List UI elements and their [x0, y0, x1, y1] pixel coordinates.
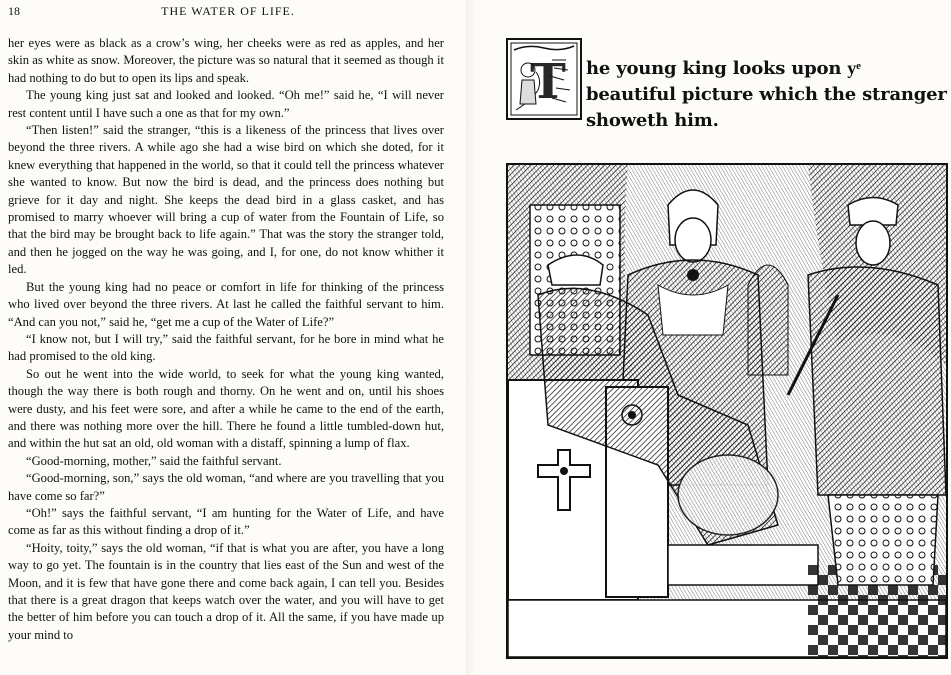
paragraph: her eyes were as black as a crow’s wing, her cheeks were as red as apples, and her skin as white as snow. Moreover, the picture was so natural that it seemed as though it had nothing to do but to open its lips and speak.	[8, 36, 444, 85]
paragraph: The young king just sat and looked and looked. “Oh me!” said he, “I will never rest content until I have such a one as that for my own.”	[8, 88, 444, 120]
running-head	[8, 4, 448, 22]
paragraph: “Oh!” says the faithful servant, “I am hunting for the Water of Life, and have come as far as this without finding a drop of it.”	[8, 505, 444, 538]
caption-text: he young king looks upon yͤ beautiful picture which the stranger showeth him.	[586, 58, 947, 131]
left-page	[0, 0, 466, 675]
page-gutter	[466, 0, 476, 675]
paragraph: But the young king had no peace or comfort in life for thinking of the princess who lived over beyond the three rivers. At last he called the faithful servant to him. “And can you not,” said he, “get me a cup of the Water of Life?”	[8, 279, 444, 329]
decorated-initial	[506, 38, 582, 120]
page-number: 18	[8, 4, 20, 18]
paragraph: So out he went into the wide world, to seek for what the young king wanted, though the way there is both rough and thorny. On he went and on, until his shoes were dusty, and his feet were sore, and after a while he came to the end of the earth, and there was nothing more over the hill. There he found a little tumbled-down hut, and within the hut sat an old, old woman with a distaff, spinning a lump of flax.	[8, 366, 444, 451]
paragraph: “I know not, but I will try,” said the faithful servant, for he bore in mind what he had promised to the old king.	[8, 331, 444, 364]
illustration-caption	[506, 38, 947, 131]
paragraph: “Hoity, toity,” says the old woman, “if that is what you are after, you have a long way to go yet. The fountain is in the country that lies east of the Sun and west of the Moon, and it is few that have gone there and come back again, I can tell you. Besides that there is a great dragon that keeps watch over the water, and you will have to get the better of him before you can touch a drop of it. All the same, if you have made up your mind to	[8, 540, 444, 642]
body-text	[8, 35, 444, 644]
paragraph: “Good-morning, son,” says the old woman, “and where are you travelling that you have come so far?”	[8, 471, 444, 503]
engraving-illustration	[506, 163, 948, 659]
running-head-title: THE WATER OF LIFE.	[161, 4, 295, 18]
right-page	[476, 0, 951, 675]
paragraph: “Then listen!” said the stranger, “this is a likeness of the princess that lives over beyond the three rivers. A while ago she had a wise bird on which she doted, for it knew everything that happened in the world, so that it could tell the princess whatever she wanted to know. But now the bird is dead, and the princess does nothing but grieve for it day and night. She keeps the dead bird in a glass casket, and has promised to marry whoever will bring a cup of water from the Fountain of Life, so that the bird may be brought back to life again.” That was the story the stranger told, and then he jogged on the way he was going, and I, for one, do not know whither it led.	[8, 123, 444, 277]
dropcap-letter: T	[530, 54, 566, 110]
paragraph: “Good-morning, mother,” said the faithful servant.	[26, 453, 282, 468]
